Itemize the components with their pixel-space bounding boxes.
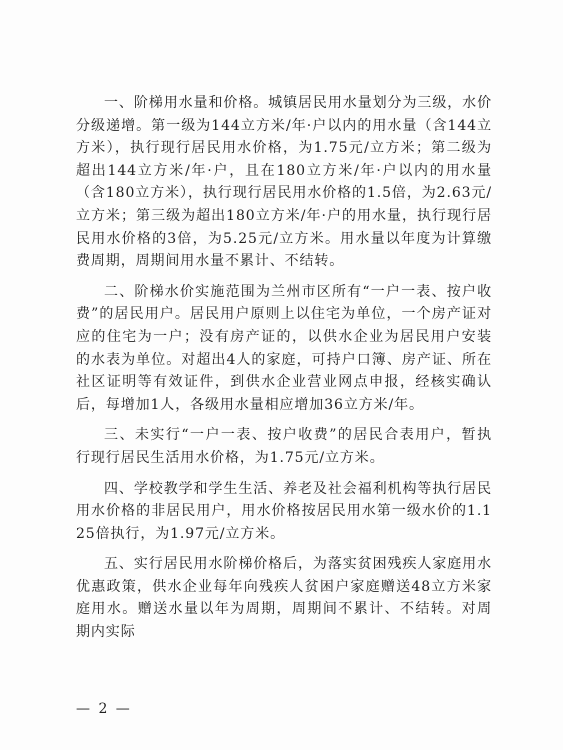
paragraph-tiered-water-volume-price: 一、阶梯用水量和价格。城镇居民用水量划分为三级，水价分级递增。第一级为144立方米/年·户以内的用水量（含144立方米），执行现行居民用水价格，为1.75元/立方米；第二级为超出144立方米/年·户，且在180立方米/年·户以内的用水量（含180立方米），执行现行居民用水价格的1.5倍，为2.63元/立方米；第三级为超出180立方米/年·户的用水量，执行现行居民用水价格的3倍，为5.25元/立方米。用水量以年度为计算缴费周期，周期间用水量不累计、不结转。	[76, 95, 492, 270]
paragraph-shared-meter-users: 三、未实行“一户一表、按户收费”的居民合表用户，暂执行现行居民生活用水价格，为1.75元/立方米。	[76, 427, 492, 466]
document-body	[76, 92, 492, 652]
paragraph-scope-of-tiered-pricing: 二、阶梯水价实施范围为兰州市区所有“一户一表、按户收费”的居民用户。居民用户原则上以住宅为单位，一个房产证对应的住宅为一户；没有房产证的，以供水企业为居民用户安装的水表为单位。对超出4人的家庭，可持户口簿、房产证、所在社区证明等有效证件，到供水企业营业网点申报，经核实确认后，每增加1人，各级用水量相应增加36立方米/年。	[76, 283, 492, 413]
page-number: — 2 —	[76, 701, 132, 717]
paragraph-non-resident-users: 四、学校教学和学生生活、养老及社会福利机构等执行居民用水价格的非居民用户，用水价格按居民用水第一级水价的1.125倍执行，为1.97元/立方米。	[76, 480, 492, 542]
paragraph-disabled-household-subsidy: 五、实行居民用水阶梯价格后，为落实贫困残疾人家庭用水优惠政策，供水企业每年向残疾人贫困户家庭赠送48立方米家庭用水。赠送水量以年为周期，周期间不累计、不结转。对周期内实际	[76, 556, 492, 641]
